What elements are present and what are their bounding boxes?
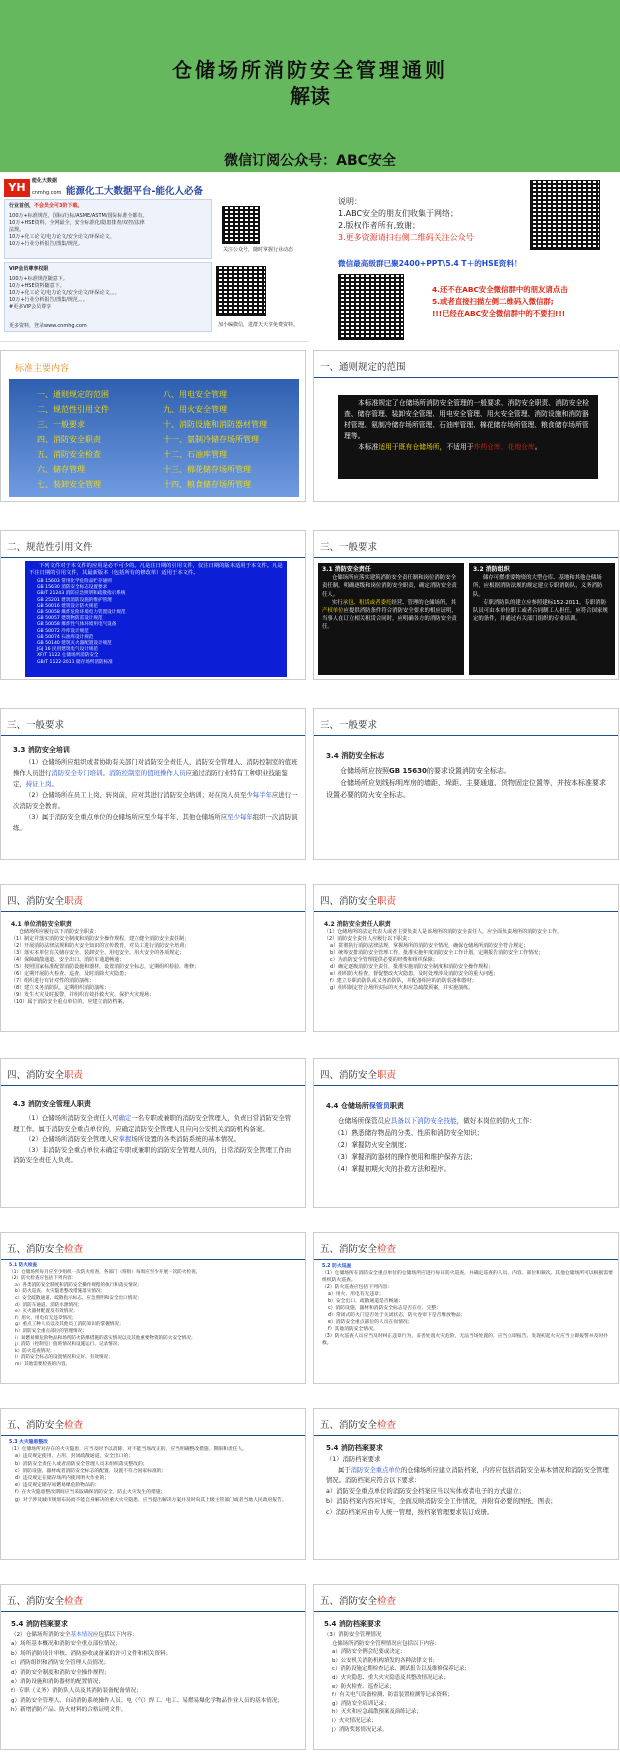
list-item: 10万+化工论文/电力论文/安全论文/环保论文。。。 [9, 290, 120, 296]
reference-item: GB 50140 建筑灭火器配置设计规范 [37, 641, 112, 647]
slide-title: 四、消防安全 [320, 896, 378, 907]
list-item: （2）掌握防火安全制度； [334, 1141, 411, 1149]
text: （2）防火检查应包括下列内容： [9, 1276, 77, 1282]
follow-text: 关注公众号，随时掌握行业动态 [222, 247, 293, 253]
toc-item[interactable]: 九、用火安全管理 [163, 405, 227, 414]
note-line: 3.更多资源请扫右侧二维码关注公众号 [338, 233, 474, 242]
scope-text: 。 [534, 443, 542, 451]
qr-code-icon[interactable] [530, 180, 600, 250]
box-head: 3.2 消防组织 [473, 566, 510, 573]
list-item: 10万+行业分析报告/图集/规范。 [9, 241, 83, 247]
list-item: c）安全疏散通道、疏散指示标志、应急照明和安全出口情况； [15, 1295, 142, 1301]
slide-title: 三、一般要求 [320, 542, 378, 553]
slide-duties-43 [0, 1058, 306, 1208]
list-item: 10万+HSE资料随意下。 [9, 283, 65, 289]
slide-title-red: 职责 [64, 1070, 84, 1081]
list-item: j）消防奖惩情况记录。 [332, 1726, 388, 1733]
slide-training [0, 708, 306, 860]
text: 仓储场所应履行以下消防安全职责： [19, 929, 100, 935]
list-item: c）消防设施、器材和消防安全标志是否在位、完整； [328, 1306, 441, 1311]
slide-title-red: 检查 [377, 1420, 397, 1431]
list-item: a）违反规定使用、占用、封闭疏散通道、安全出口的； [15, 1454, 134, 1460]
section-head: 5.4 消防档案要求 [324, 1620, 381, 1628]
text: （2）防火巡查应包括下列内容： [322, 1285, 393, 1290]
text: （2）仓储场所消防安全 [11, 1632, 71, 1638]
reference-item: GB 50058 爆炸危险环境电力装置设计规范 [37, 610, 126, 616]
slide-references [0, 530, 306, 680]
text: 的仓储场所应建立消防档案，内容应包括消防安全基本情况和消防安全管理情况。消防档案应符合以下要求： [326, 1466, 609, 1484]
list-item: （4）掌握初期火灾的扑救方法和程序。 [334, 1165, 451, 1173]
list-item: b）统筹安排消防安全管理工作，批准实施年度消防安全工作计划，定期报告消防安全工作情况； [330, 950, 544, 956]
slide-duties-44 [313, 1058, 619, 1208]
box-highlight: 产权单位 [322, 608, 344, 615]
list-item: g）组织制定符合场所实际的灭火和应急疏散预案，并实施演练。 [330, 985, 474, 991]
list-item: h）灭火和应急疏散预案及演练记录； [332, 1709, 422, 1716]
list-item: c）消防组织和消防安全管理人员情况； [11, 1660, 110, 1667]
list-item: g）消防安全培训记录； [332, 1700, 390, 1707]
list-item: h）消防安全重点部位的管理情况； [15, 1328, 87, 1334]
references-box [25, 561, 287, 677]
toc-item[interactable]: 十、消防设施和消防器材管理 [163, 420, 267, 429]
text: 仓储场所应划线标明库房的墙距、垛距、主要通道、货物固定位置等，并按本标准要求设置必要的防火安全标志。 [326, 779, 606, 799]
slide-title-red: 检查 [377, 1596, 397, 1607]
list-item: 100万+标准规范随意下。 [9, 276, 68, 282]
list-item: （3）掌握消防器材的操作使用和维护保养方法； [334, 1153, 477, 1161]
slide-title: 二、规范性引用文件 [7, 542, 93, 553]
toc-item[interactable]: 七、装卸安全管理 [37, 480, 101, 489]
slide-check-51 [0, 1232, 306, 1384]
section-head: 5.2 防火巡查 [322, 1264, 352, 1269]
highlight: 掌握 [118, 1135, 132, 1143]
vip-box [4, 262, 212, 332]
box-text: 应提供消防条件符合消防安全要求的相应证明，当事人在订立相关租赁合同时，应明确各方的消防安全责任。 [322, 608, 457, 631]
list-item: g）对于涉及城市规划布局而不能自身解决的重大火灾隐患，应当提出解决方案并及时向其上级主管部门或者当地人民政府报告。 [15, 1497, 287, 1503]
list-item: a）消防安全例会纪要或决定； [332, 1649, 406, 1656]
red-note: 5.或者直接扫描左侧二维码入微信群; [432, 297, 554, 306]
highlight: 消防控制室的值班操作人员 [108, 769, 186, 777]
slide-title-red: 检查 [64, 1420, 84, 1431]
scope-text: ，不适用于 [439, 443, 474, 451]
highlight: 具备以下消防安全技能 [390, 1117, 457, 1125]
reference-item: GB/T 21243 消防应急照明和疏散指示系统 [37, 591, 126, 597]
list-item: k）防火巡查情况； [15, 1348, 55, 1354]
slide-title: 五、消防安全 [320, 1420, 378, 1431]
text: 应包括以下内容： [92, 1632, 138, 1638]
text: 应进行一次消防安全教育。 [13, 791, 298, 810]
text: 。 [102, 769, 109, 777]
text: （1）消防档案要求 [326, 1456, 381, 1463]
note-head: 说明： [338, 197, 362, 206]
slide-signs [313, 708, 619, 860]
toc-item[interactable]: 十二、石油库管理 [163, 450, 227, 459]
slide-title: 一、通则规定的范围 [320, 362, 406, 373]
list-item: g）重点工种人员以及其他员工消防知识的掌握情况； [15, 1322, 124, 1328]
list-item: （8）建立义务消防队，定期组织消防演练； [11, 985, 110, 991]
list-item: f）专职（义务）消防队人员及其消防装备配备情况； [11, 1688, 142, 1695]
text: （1）仓储场所的法定代表人或者主要负责人是该场所的消防安全责任人，应全面负责场所的消防安全工作。 [324, 929, 563, 935]
slide-general-31-32 [313, 530, 619, 680]
slide-archive-3 [313, 1584, 619, 1750]
list-item: b）安全出口、疏散通道是否畅通； [328, 1299, 403, 1304]
list-item: 10万+HSE资料，全网最全，安全标准化/隐患排查/双控/法律法规。 [9, 220, 145, 233]
highlight: 消防安全重点单位 [350, 1466, 401, 1474]
section-head: 5.4 消防档案要求 [326, 1444, 383, 1452]
slide-contents [0, 350, 306, 502]
text: （1）仓储场所消防安全责任人可 [25, 1114, 119, 1122]
slide-archive-1 [313, 1408, 619, 1560]
text: 仓储场所保管员应 [338, 1117, 391, 1125]
list-item: 10万+化工论文/电力论文/安全论文/环保论文。 [9, 234, 115, 240]
list-item: f）在火灾隐患整改期间应当采取确保消防安全、防止火灾发生的措施； [15, 1490, 166, 1496]
slide-check-52 [313, 1232, 619, 1384]
slide-scope [313, 350, 619, 502]
list-item: f）建立专职消防队或义务消防队，并配备相应的消防装备和器材； [330, 978, 477, 984]
list-item: e）消防设施和消防器材的配置情况； [11, 1679, 104, 1686]
blue-highlight: 微信最高级群已聚2400+PPT\5.4 T＋的HSE资料！ [338, 259, 522, 268]
hero-subtitle: 微信订阅公众号：ABC安全 [224, 153, 396, 169]
list-item: m）其他需要检查的内容。 [15, 1361, 71, 1367]
scan-text: 加小编微信，进群天天享免费资料。 [217, 322, 298, 328]
list-item: c）消防设施定期检查记录、测试报告以及维修保养记录； [332, 1666, 470, 1673]
member-head-red: 不会员全可3阶下载。 [34, 203, 83, 209]
hero-banner [0, 0, 620, 172]
list-item: d）确定逐级消防安全责任，批准实施消防安全制度和消防安全操作规程； [330, 964, 494, 970]
slide-title-red: 检查 [377, 1244, 397, 1255]
list-item: e）违反规定储存易燃易爆危险物品的； [15, 1483, 100, 1489]
text: （3）非消防安全重点单位未确定专职或兼职的消防安全管理人员的，日常消防安全管理工作由消防安全责任人负责。 [13, 1145, 292, 1164]
list-item: e）消防安全重点部位的人员在岗情况； [328, 1320, 413, 1325]
text: （1）仓储场所对存在的火灾隐患，应当及时予以消除，对不能当场改正的，应当明确整改措施、期限和责任人。 [9, 1447, 248, 1453]
text: （3）消防安全管理情况 [324, 1632, 382, 1638]
section-head: 4.2 消防安全责任人职责 [324, 921, 391, 928]
text-bold: GB 15630 [389, 767, 427, 775]
reference-item: GB 50058 爆炸性气体环境用电气设备 [37, 622, 117, 628]
section-head: 4.1 单位消防安全职责 [11, 921, 72, 928]
hero-title-line1: 仓储场所消防安全管理通则 [172, 58, 448, 82]
toc-item[interactable]: 四、消防安全职责 [37, 435, 101, 444]
responsibility-box [318, 563, 464, 675]
reference-item: GB 50016 建筑设计防火规范 [37, 603, 98, 609]
section-head: 5.1 防火检查 [9, 1263, 38, 1268]
member-box [4, 199, 212, 259]
red-note: !!!已经在ABC安全微信群中的不要扫!!! [432, 309, 566, 318]
list-item: c）消防设施、器材或者消防安全标志的配置、设置不符合国家标准的； [15, 1468, 167, 1474]
slide-title: 三、一般要求 [7, 720, 65, 731]
list-item: i）易燃易爆危险物品和场所防火防爆措施的落实情况以及其他重要物资的防火安全情况； [15, 1335, 196, 1341]
text: 组织一次消防演练。 [13, 813, 298, 832]
list-item: d）常闭式防火门是否处于关闭状态，防火卷帘下是否堆放物品； [328, 1313, 466, 1318]
slide-title: 标准主要内容 [15, 364, 70, 374]
platform-title: 能源化工大数据平台-能化人必备 [66, 186, 203, 197]
list-item: a）各类消防安全制度和消防安全操作规程的执行和落实情况； [15, 1282, 142, 1288]
toc-item[interactable]: 十四、粮食储存场所管理 [163, 480, 251, 489]
text: （1）仓储场所每月应至少组织一次防火检查，各部门（班组）每周应至少开展一次防火检查。 [9, 1269, 201, 1275]
list-item: b）消防档案内容应详实，全面反映消防安全工作情况，并附有必要的图纸、图表； [326, 1498, 557, 1505]
slide-title: 四、消防安全 [7, 1070, 65, 1081]
text: （2）仓储场所消防安全管理人应 [25, 1135, 119, 1143]
list-item: c）为消防安全管理提供必要的经费和组织保障； [330, 957, 438, 963]
list-item: 10万+行业分析报告/图集/规范。。。 [9, 297, 88, 303]
scope-box [338, 395, 598, 479]
more-link[interactable]: 更多资料，登录www.cnmhg.com [9, 323, 87, 329]
box-paragraph: 仓储场所应落实建筑消防安全责任制和岗位消防安全责任制，明确逐级和岗位消防安全职责，确定消防安全责任人。 [322, 575, 457, 598]
slide-title-red: 检查 [64, 1244, 84, 1255]
toc-item[interactable]: 二、规范性引用文件 [37, 405, 109, 414]
section-head: 3.3 消防安全培训 [13, 746, 70, 754]
list-item: i）火灾情况记录； [332, 1717, 377, 1724]
list-item: （5）按照国家标准配置消防设施和器材，设置消防安全标志，定期组织检验、维修； [11, 964, 200, 970]
ad-right-panel [312, 176, 620, 342]
box-paragraph: 专职消防队的建立应参照建标152-2011。专职消防队员可由本单位职工或者合同制工人担任，应符合国家规定的条件，并通过有关部门组织的专业培训。 [473, 599, 608, 623]
toc-item[interactable]: 三、一般要求 [37, 420, 85, 429]
highlight: 持证上岗 [25, 780, 52, 788]
member-head: 行业首创， [9, 203, 35, 209]
list-item: a）贯彻执行消防法律法规，掌握场所的消防安全情况，确保仓储场所消防安全符合规定； [330, 943, 529, 949]
slide-title-red: 职责 [64, 896, 84, 907]
highlight: 确定 [118, 1114, 132, 1122]
reference-item: GB 50072 冷库设计规范 [37, 628, 89, 634]
box-head: 3.1 消防安全责任 [322, 566, 371, 573]
list-item: f）有关电气设备检测、防雷装置检测等记录资料； [332, 1692, 453, 1699]
text: ，做好本岗位的防火工作： [456, 1117, 536, 1125]
organization-box [469, 563, 615, 675]
slide-title: 五、消防安全 [7, 1420, 65, 1431]
list-item: d）消防车通道、消防水源情况； [15, 1302, 83, 1308]
list-item: e）灭火器材配置及有效情况； [15, 1309, 78, 1315]
reference-item: GB 50074 石油库设计规范 [37, 634, 94, 640]
text: 属于 [338, 1466, 351, 1474]
scope-exclusion: 炸药仓库、花炮仓库 [473, 443, 535, 451]
list-item: （2）开展消防法律法规和防火安全知识的宣传教育，对员工进行消防安全培训； [11, 943, 190, 949]
note-line: 1.ABC安全的朋友们收集于网络； [338, 209, 459, 218]
text: （3）防火巡查人员应当及时纠正违章行为，妥善处置火灾危险，无法当场处置的，应当立即报告。发现初起火灾应当立即报警并及时扑救。 [322, 1334, 609, 1346]
toc-item[interactable]: 十一、氨制冷储存场所管理 [163, 435, 259, 444]
slide-title: 五、消防安全 [7, 1244, 65, 1255]
list-item: g）消防安全管理人、自动消防系统操作人员、电（气）焊工、电工、易燃易爆化学物品作业人员的基本情况； [11, 1697, 284, 1704]
text: （2）消防安全责任人应履行以下职责： [324, 936, 413, 942]
slide-title-red: 检查 [64, 1596, 84, 1607]
qr-code-icon[interactable] [222, 206, 260, 244]
section-head: 职责 [389, 1102, 404, 1110]
red-note: 4.还不在ABC安全微信群中的朋友请点击 [432, 285, 568, 294]
list-item: （9）发生火灾及时报警，并组织有效扑救火灾，保护火灾现场； [11, 992, 155, 998]
text: （2）仓储场所在员工上岗、转岗前，应对其进行消防安全培训；对在岗人员至少 [25, 791, 253, 799]
list-item: b）公安机关消防机构填发的各种法律文书； [332, 1657, 438, 1664]
section-head: 5.3 火灾隐患整改 [9, 1440, 48, 1445]
contents-box [9, 379, 299, 497]
list-item: j）消防（控制室）值班情况和设施运行、记录情况； [15, 1342, 122, 1348]
list-item: （3）落实本单位有关储存安全、装卸安全、用电安全、用火安全的各项规定； [11, 950, 185, 956]
text: 的要求设置消防安全标志。 [426, 767, 511, 775]
brand-logo: YH [4, 179, 30, 197]
qr-code-icon[interactable] [216, 266, 266, 316]
list-item: b）消防安全责任人或者消防安全管理人员未组织落实整改的； [15, 1461, 148, 1467]
section-head: 4.3 消防安全管理人职责 [13, 1100, 91, 1108]
toc-item[interactable]: 五、消防安全检查 [37, 450, 101, 459]
box-text: 实行 [332, 599, 343, 606]
slide-title: 五、消防安全 [7, 1596, 65, 1607]
list-item: b）防火巡查、火灾隐患整改措施落实情况； [15, 1289, 106, 1295]
scope-paragraph: 本标准规定了仓储场所消防安全管理的一般要求、消防安全职责、消防安全检查、储存管理、装卸安全管理、用电安全管理、用火安全管理、消防设施和消防器材管理、氨制冷储存场所管理、石油库管理、棉花储存场所管理、粮食储存场所管理等。 [344, 399, 590, 440]
scope-text: 本标准 [358, 443, 379, 451]
list-item: f）其他消防安全情况。 [328, 1327, 378, 1332]
highlight: 至少每年 [227, 813, 253, 821]
list-item: l）消防安全标志的设置情况和完好、有效情况； [15, 1355, 113, 1361]
section-head-highlight: 保管员 [368, 1102, 390, 1110]
toc-item[interactable]: 八、用电安全管理 [163, 390, 227, 399]
slide-title: 五、消防安全 [320, 1244, 378, 1255]
list-item: a）场所基本概况和消防安全重点部位情况； [11, 1641, 121, 1648]
list-item: #更多VIP会员尊享 [9, 304, 52, 310]
section-head: 4.4 仓储场所 [326, 1102, 369, 1110]
box-paragraph: 储存可燃重要物资的大型仓库、基地和其他仓储场所，应根据消防法规的规定建立专职消防队，义务消防队。 [473, 575, 603, 598]
box-text: 经营、管理的仓储场所，其 [391, 599, 457, 606]
text: 场所设置的各类消防系统的基本情况。 [131, 1135, 240, 1143]
vip-head: VIP会员尊享权限 [9, 266, 49, 272]
text: 仓储场所应按照 [340, 767, 389, 775]
list-item: c）消防档案应由专人统一管理，按档案管理要求装订成册。 [326, 1508, 494, 1516]
list-item: （10）属于消防安全重点单位的，应建立消防档案。 [11, 999, 128, 1005]
slide-duties-42 [313, 884, 619, 1032]
list-item: （1）制定并落实消防安全制度和消防安全操作规程，建立健全消防安全责任制； [11, 936, 190, 942]
reference-item: JGJ 16 民用建筑电气设计规范 [37, 647, 98, 653]
list-item: 100万+标准规范，国标/行标/ASME/ASTM/国际标准全都有。 [9, 213, 148, 219]
reference-item: GB 50057 建筑物防雷设计规范 [37, 616, 103, 622]
list-item: f）用火、用电有无违章情况； [15, 1315, 77, 1321]
list-item: d）火灾隐患、重大火灾隐患及其整改情况记录； [332, 1674, 449, 1681]
list-item: d）消防安全制度和消防安全操作规程； [11, 1669, 110, 1676]
brand-logo-text: 能化大数据 [32, 178, 58, 184]
reference-item: GB 15603 常用化学危险品贮存通则 [37, 579, 112, 584]
text: （1）仓储场所应组织或者协助有关部门对消防安全责任人、消防安全管理人、消防控制室的值班操作人员进行 [13, 758, 298, 777]
text: 仓储场所消防安全管理情况应包括以下内容： [332, 1640, 440, 1647]
qr-code-icon[interactable] [338, 274, 404, 340]
text: （1）仓储场所在消防安全重点单位的仓储场所应进行每日防火巡查，并确定巡查的人员、内容、部位和频次。其他仓储场所可以根据需要组织防火巡查。 [322, 1271, 613, 1283]
toc-item[interactable]: 一、通则规定的范围 [37, 390, 109, 399]
highlight: 每半年 [252, 791, 272, 799]
slide-check-53 [0, 1408, 306, 1560]
note-line: 2.版权作者所有,致谢； [338, 221, 421, 230]
scope-highlight: 适用于既有仓储场所 [378, 443, 440, 451]
box-highlight: 承包、租赁或者委托 [342, 599, 392, 606]
slide-title: 三、一般要求 [320, 720, 378, 731]
slide-title: 五、消防安全 [320, 1596, 378, 1607]
section-head: 3.4 消防安全标志 [326, 751, 385, 760]
list-item: （6）定期开展防火检查、巡查，及时消除火灾隐患； [11, 971, 130, 977]
list-item: （7）组织进行有针对性的消防演练； [11, 978, 95, 984]
slide-title-red: 职责 [377, 1070, 397, 1081]
slide-archive-2 [0, 1584, 306, 1750]
brand-logo-url: cnmhg.com [32, 190, 62, 196]
highlight: 消防安全专门培训 [51, 769, 103, 777]
text: 应通过消防行业特有工种职业技能鉴定， [13, 769, 288, 788]
list-item: e）组织防火检查，督促整改火灾隐患，及时处理涉及消防安全的重大问题； [330, 971, 499, 977]
reference-item: GB 15630 消防安全标志设置要求 [37, 585, 108, 591]
list-item: a）消防安全重点单位的消防安全档案应当以实体或者电子的方式建立； [326, 1487, 526, 1495]
reference-item: GB/T 1122-2011 储存场所消防标准 [37, 659, 113, 665]
slide-title-red: 职责 [377, 896, 397, 907]
highlight: 基本情况 [70, 1632, 93, 1638]
slide-title: 四、消防安全 [320, 1070, 378, 1081]
reference-item: XF/T 1122 仓储场所消防安全 [37, 653, 99, 659]
reference-item: GB 25201 建筑消防设施的维护管理 [37, 597, 112, 603]
list-item: b）场所消防设计审核、消防验收或备案的许可文件和相关资料； [11, 1650, 172, 1657]
slide-duties-41 [0, 884, 306, 1032]
section-head: 5.4 消防档案要求 [11, 1620, 68, 1628]
slide-title: 四、消防安全 [7, 896, 65, 907]
text: 一名专职或兼职的消防安全管理人，负责日常消防安全管理工作。属于消防安全重点单位的，应确定消防安全管理人且应向公安机关消防机构备案。 [13, 1114, 292, 1133]
text: （3）属于消防安全重点单位的仓储场所应至少每半年、其他仓储场所应 [25, 813, 228, 821]
hero-title-line2: 解读 [290, 84, 330, 108]
toc-item[interactable]: 十三、棉花储存场所管理 [163, 465, 251, 474]
references-intro: 下列文件对于本文件的应用是必不可少的。凡是注日期的引用文件，仅注日期的版本适用于本文件。凡是不注日期的引用文件，其最新版本（包括所有的修改单）适用于本文件。 [29, 563, 283, 576]
toc-item[interactable]: 六、储存管理 [37, 465, 85, 474]
ad-left-panel [0, 176, 308, 342]
list-item: d）违反规定在储存场所内使用明火作业的； [15, 1476, 110, 1482]
list-item: h）新增消防产品、防火材料的合格证明文件。 [11, 1707, 127, 1714]
text: 。 [51, 780, 58, 788]
list-item: e）防火检查、巡查记录； [332, 1683, 395, 1690]
list-item: （4）保障疏散通道、安全出口、消防车通道畅通； [11, 957, 125, 963]
list-item: a）用火、用电有无违章； [328, 1292, 384, 1297]
list-item: （1）熟悉储存物品的分类、性质和消防安全知识； [334, 1129, 484, 1137]
